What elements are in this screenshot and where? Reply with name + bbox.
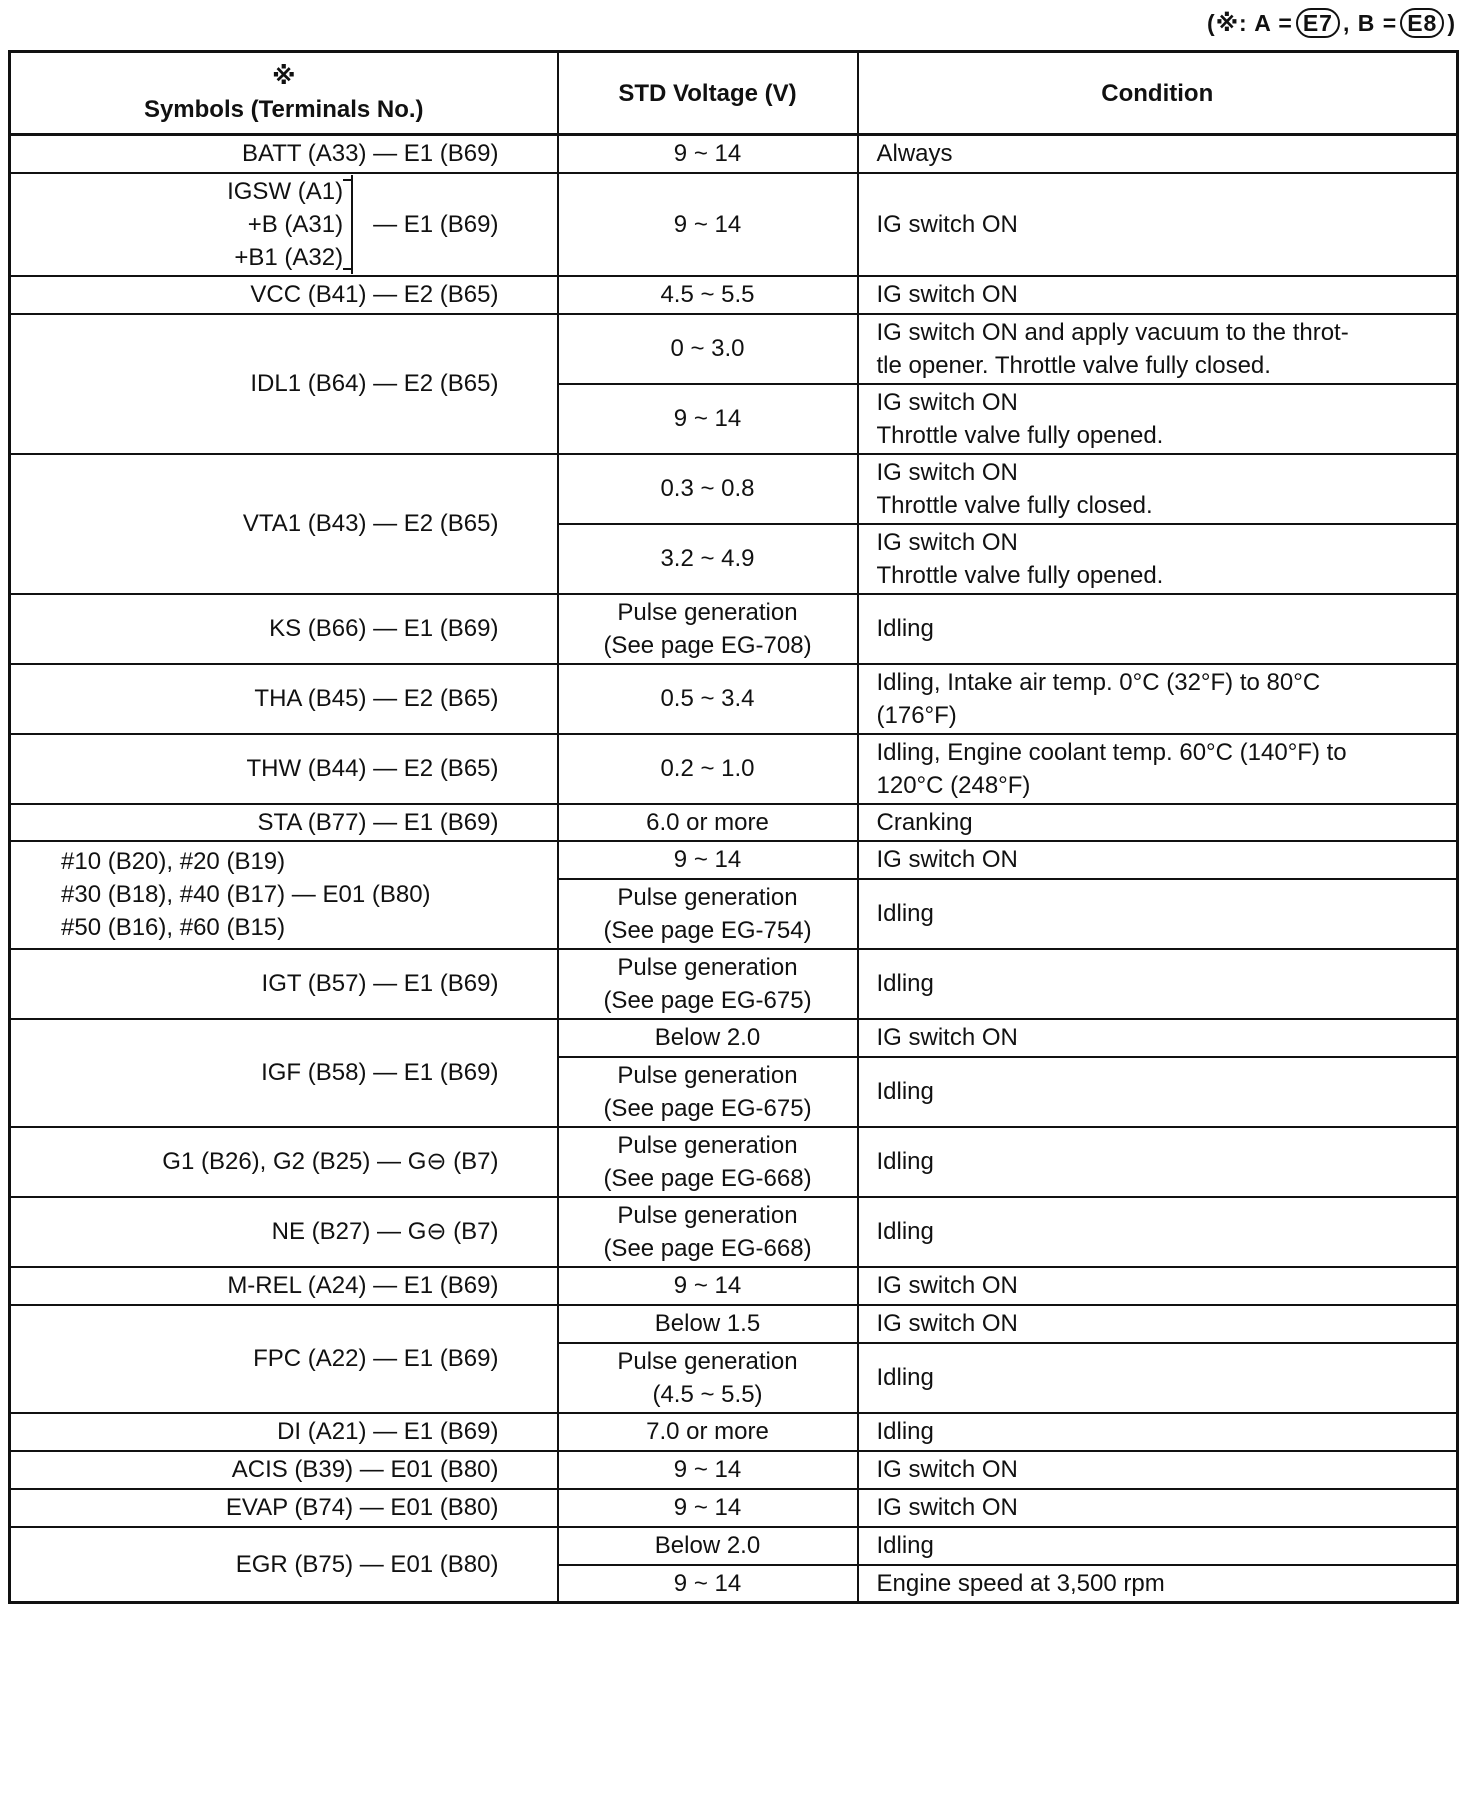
- table-body: [10, 135, 1458, 1603]
- std-voltage-cell: 9 ~ 14: [558, 173, 858, 276]
- std-voltage-cell: 0.3 ~ 0.8: [558, 454, 858, 524]
- symbol-cell: M-REL (A24) — E1 (B69): [10, 1267, 558, 1305]
- connector-legend: [1207, 8, 1456, 38]
- std-voltage-cell: 0 ~ 3.0: [558, 314, 858, 384]
- symbol-cell: IGT (B57) — E1 (B69): [10, 949, 558, 1019]
- table-row: [10, 1451, 1458, 1489]
- terminal-voltage-table: [8, 50, 1459, 1604]
- std-voltage-cell: 4.5 ~ 5.5: [558, 276, 858, 314]
- symbol-cell: BATT (A33) — E1 (B69): [10, 135, 558, 173]
- condition-cell: IG switch ON: [858, 1305, 1458, 1343]
- std-voltage-cell: Pulse generation (See page EG-708): [558, 594, 858, 664]
- symbol-cell: IDL1 (B64) — E2 (B65): [10, 314, 558, 454]
- symbol-cell: NE (B27) — G⊖ (B7): [10, 1197, 558, 1267]
- std-voltage-cell: 7.0 or more: [558, 1413, 858, 1451]
- std-voltage-cell: 6.0 or more: [558, 804, 858, 841]
- condition-cell: Idling, Intake air temp. 0°C (32°F) to 80°C (176°F): [858, 664, 1458, 734]
- condition-cell: IG switch ON: [858, 173, 1458, 276]
- std-voltage-cell: Pulse generation (See page EG-675): [558, 1057, 858, 1127]
- legend-mid: , B =: [1342, 9, 1398, 36]
- symbol-cell: FPC (A22) — E1 (B69): [10, 1305, 558, 1413]
- symbol-cell: #10 (B20), #20 (B19) #30 (B18), #40 (B17) — E01 (B80) #50 (B16), #60 (B15): [10, 841, 558, 949]
- symbol-cell: EVAP (B74) — E01 (B80): [10, 1489, 558, 1527]
- condition-cell: Idling: [858, 594, 1458, 664]
- std-voltage-cell: 9 ~ 14: [558, 1489, 858, 1527]
- condition-cell: IG switch ON: [858, 276, 1458, 314]
- terminal-symbol: +B (A31): [247, 210, 344, 238]
- condition-cell: Idling: [858, 1343, 1458, 1413]
- table-row: [10, 454, 1458, 524]
- symbol-cell: VTA1 (B43) — E2 (B65): [10, 454, 558, 594]
- condition-cell: IG switch ON: [858, 1267, 1458, 1305]
- table-row: [10, 1305, 1458, 1343]
- condition-cell: Idling: [858, 949, 1458, 1019]
- header-row: [10, 52, 1458, 135]
- std-voltage-cell: 9 ~ 14: [558, 1565, 858, 1603]
- condition-cell: IG switch ON: [858, 1019, 1458, 1057]
- condition-cell: IG switch ON Throttle valve fully closed.: [858, 454, 1458, 524]
- symbol-cell: EGR (B75) — E01 (B80): [10, 1527, 558, 1603]
- symbol-cell: DI (A21) — E1 (B69): [10, 1413, 558, 1451]
- condition-cell: IG switch ON: [858, 1489, 1458, 1527]
- std-voltage-cell: 3.2 ~ 4.9: [558, 524, 858, 594]
- condition-cell: Idling: [858, 879, 1458, 949]
- table-row: [10, 1527, 1458, 1565]
- condition-cell: Idling: [858, 1413, 1458, 1451]
- condition-cell: IG switch ON: [858, 1451, 1458, 1489]
- condition-header: Condition: [858, 52, 1458, 135]
- condition-cell: IG switch ON Throttle valve fully opened.: [858, 384, 1458, 454]
- condition-cell: Idling: [858, 1197, 1458, 1267]
- legend-prefix: (※: A =: [1207, 9, 1293, 36]
- connector-b-badge: E8: [1400, 8, 1444, 38]
- std-voltage-cell: 0.5 ~ 3.4: [558, 664, 858, 734]
- std-voltage-cell: Below 2.0: [558, 1019, 858, 1057]
- table-row: [10, 1019, 1458, 1057]
- bracketed-terminal-list: [227, 175, 353, 274]
- terminal-symbol: IGSW (A1): [227, 177, 344, 205]
- legend-suffix: ): [1447, 9, 1456, 36]
- table-row: [10, 734, 1458, 804]
- table-row: [10, 1267, 1458, 1305]
- std-voltage-cell: 9 ~ 14: [558, 1267, 858, 1305]
- condition-cell: Idling: [858, 1527, 1458, 1565]
- std-voltage-cell: 9 ~ 14: [558, 1451, 858, 1489]
- symbol-cell: VCC (B41) — E2 (B65): [10, 276, 558, 314]
- condition-cell: Idling, Engine coolant temp. 60°C (140°F) to 120°C (248°F): [858, 734, 1458, 804]
- condition-cell: Always: [858, 135, 1458, 173]
- table-row: [10, 1413, 1458, 1451]
- table-row: [10, 1489, 1458, 1527]
- symbol-cell: THW (B44) — E2 (B65): [10, 734, 558, 804]
- connector-a-badge: E7: [1296, 8, 1340, 38]
- std-voltage-cell: 9 ~ 14: [558, 384, 858, 454]
- std-voltage-cell: Pulse generation (See page EG-668): [558, 1197, 858, 1267]
- condition-cell: Cranking: [858, 804, 1458, 841]
- std-voltage-cell: Pulse generation (See page EG-675): [558, 949, 858, 1019]
- table-row: [10, 664, 1458, 734]
- symbol-cell: KS (B66) — E1 (B69): [10, 594, 558, 664]
- condition-cell: IG switch ON: [858, 841, 1458, 879]
- table-row: [10, 135, 1458, 173]
- symbol-cell: G1 (B26), G2 (B25) — G⊖ (B7): [10, 1127, 558, 1197]
- std-voltage-header: STD Voltage (V): [558, 52, 858, 135]
- table-row: [10, 841, 1458, 879]
- table-row: [10, 804, 1458, 841]
- std-voltage-cell: Pulse generation (4.5 ~ 5.5): [558, 1343, 858, 1413]
- table-row: [10, 1127, 1458, 1197]
- std-voltage-cell: 9 ~ 14: [558, 135, 858, 173]
- table-row: [10, 949, 1458, 1019]
- terminal-ground: — E1 (B69): [373, 210, 499, 238]
- condition-cell: Engine speed at 3,500 rpm: [858, 1565, 1458, 1603]
- symbol-cell: IGF (B58) — E1 (B69): [10, 1019, 558, 1127]
- std-voltage-cell: Pulse generation (See page EG-754): [558, 879, 858, 949]
- terminal-symbol: +B1 (A32): [234, 243, 344, 271]
- std-voltage-cell: 0.2 ~ 1.0: [558, 734, 858, 804]
- note-marker: ※: [272, 63, 296, 90]
- symbol-cell: ACIS (B39) — E01 (B80): [10, 1451, 558, 1489]
- table-row: [10, 594, 1458, 664]
- table-row: [10, 1197, 1458, 1267]
- symbol-cell: [10, 173, 558, 276]
- condition-cell: Idling: [858, 1127, 1458, 1197]
- table-row: [10, 173, 1458, 276]
- std-voltage-cell: Below 1.5: [558, 1305, 858, 1343]
- symbol-cell: THA (B45) — E2 (B65): [10, 664, 558, 734]
- condition-cell: IG switch ON Throttle valve fully opened.: [858, 524, 1458, 594]
- condition-cell: IG switch ON and apply vacuum to the throt- tle opener. Throttle valve fully closed.: [858, 314, 1458, 384]
- table-row: [10, 276, 1458, 314]
- std-voltage-cell: Below 2.0: [558, 1527, 858, 1565]
- symbol-cell: STA (B77) — E1 (B69): [10, 804, 558, 841]
- symbols-header-label: Symbols (Terminals No.): [143, 96, 424, 123]
- table-row: [10, 314, 1458, 384]
- condition-cell: Idling: [858, 1057, 1458, 1127]
- std-voltage-cell: Pulse generation (See page EG-668): [558, 1127, 858, 1197]
- symbols-header: [10, 52, 558, 135]
- std-voltage-cell: 9 ~ 14: [558, 841, 858, 879]
